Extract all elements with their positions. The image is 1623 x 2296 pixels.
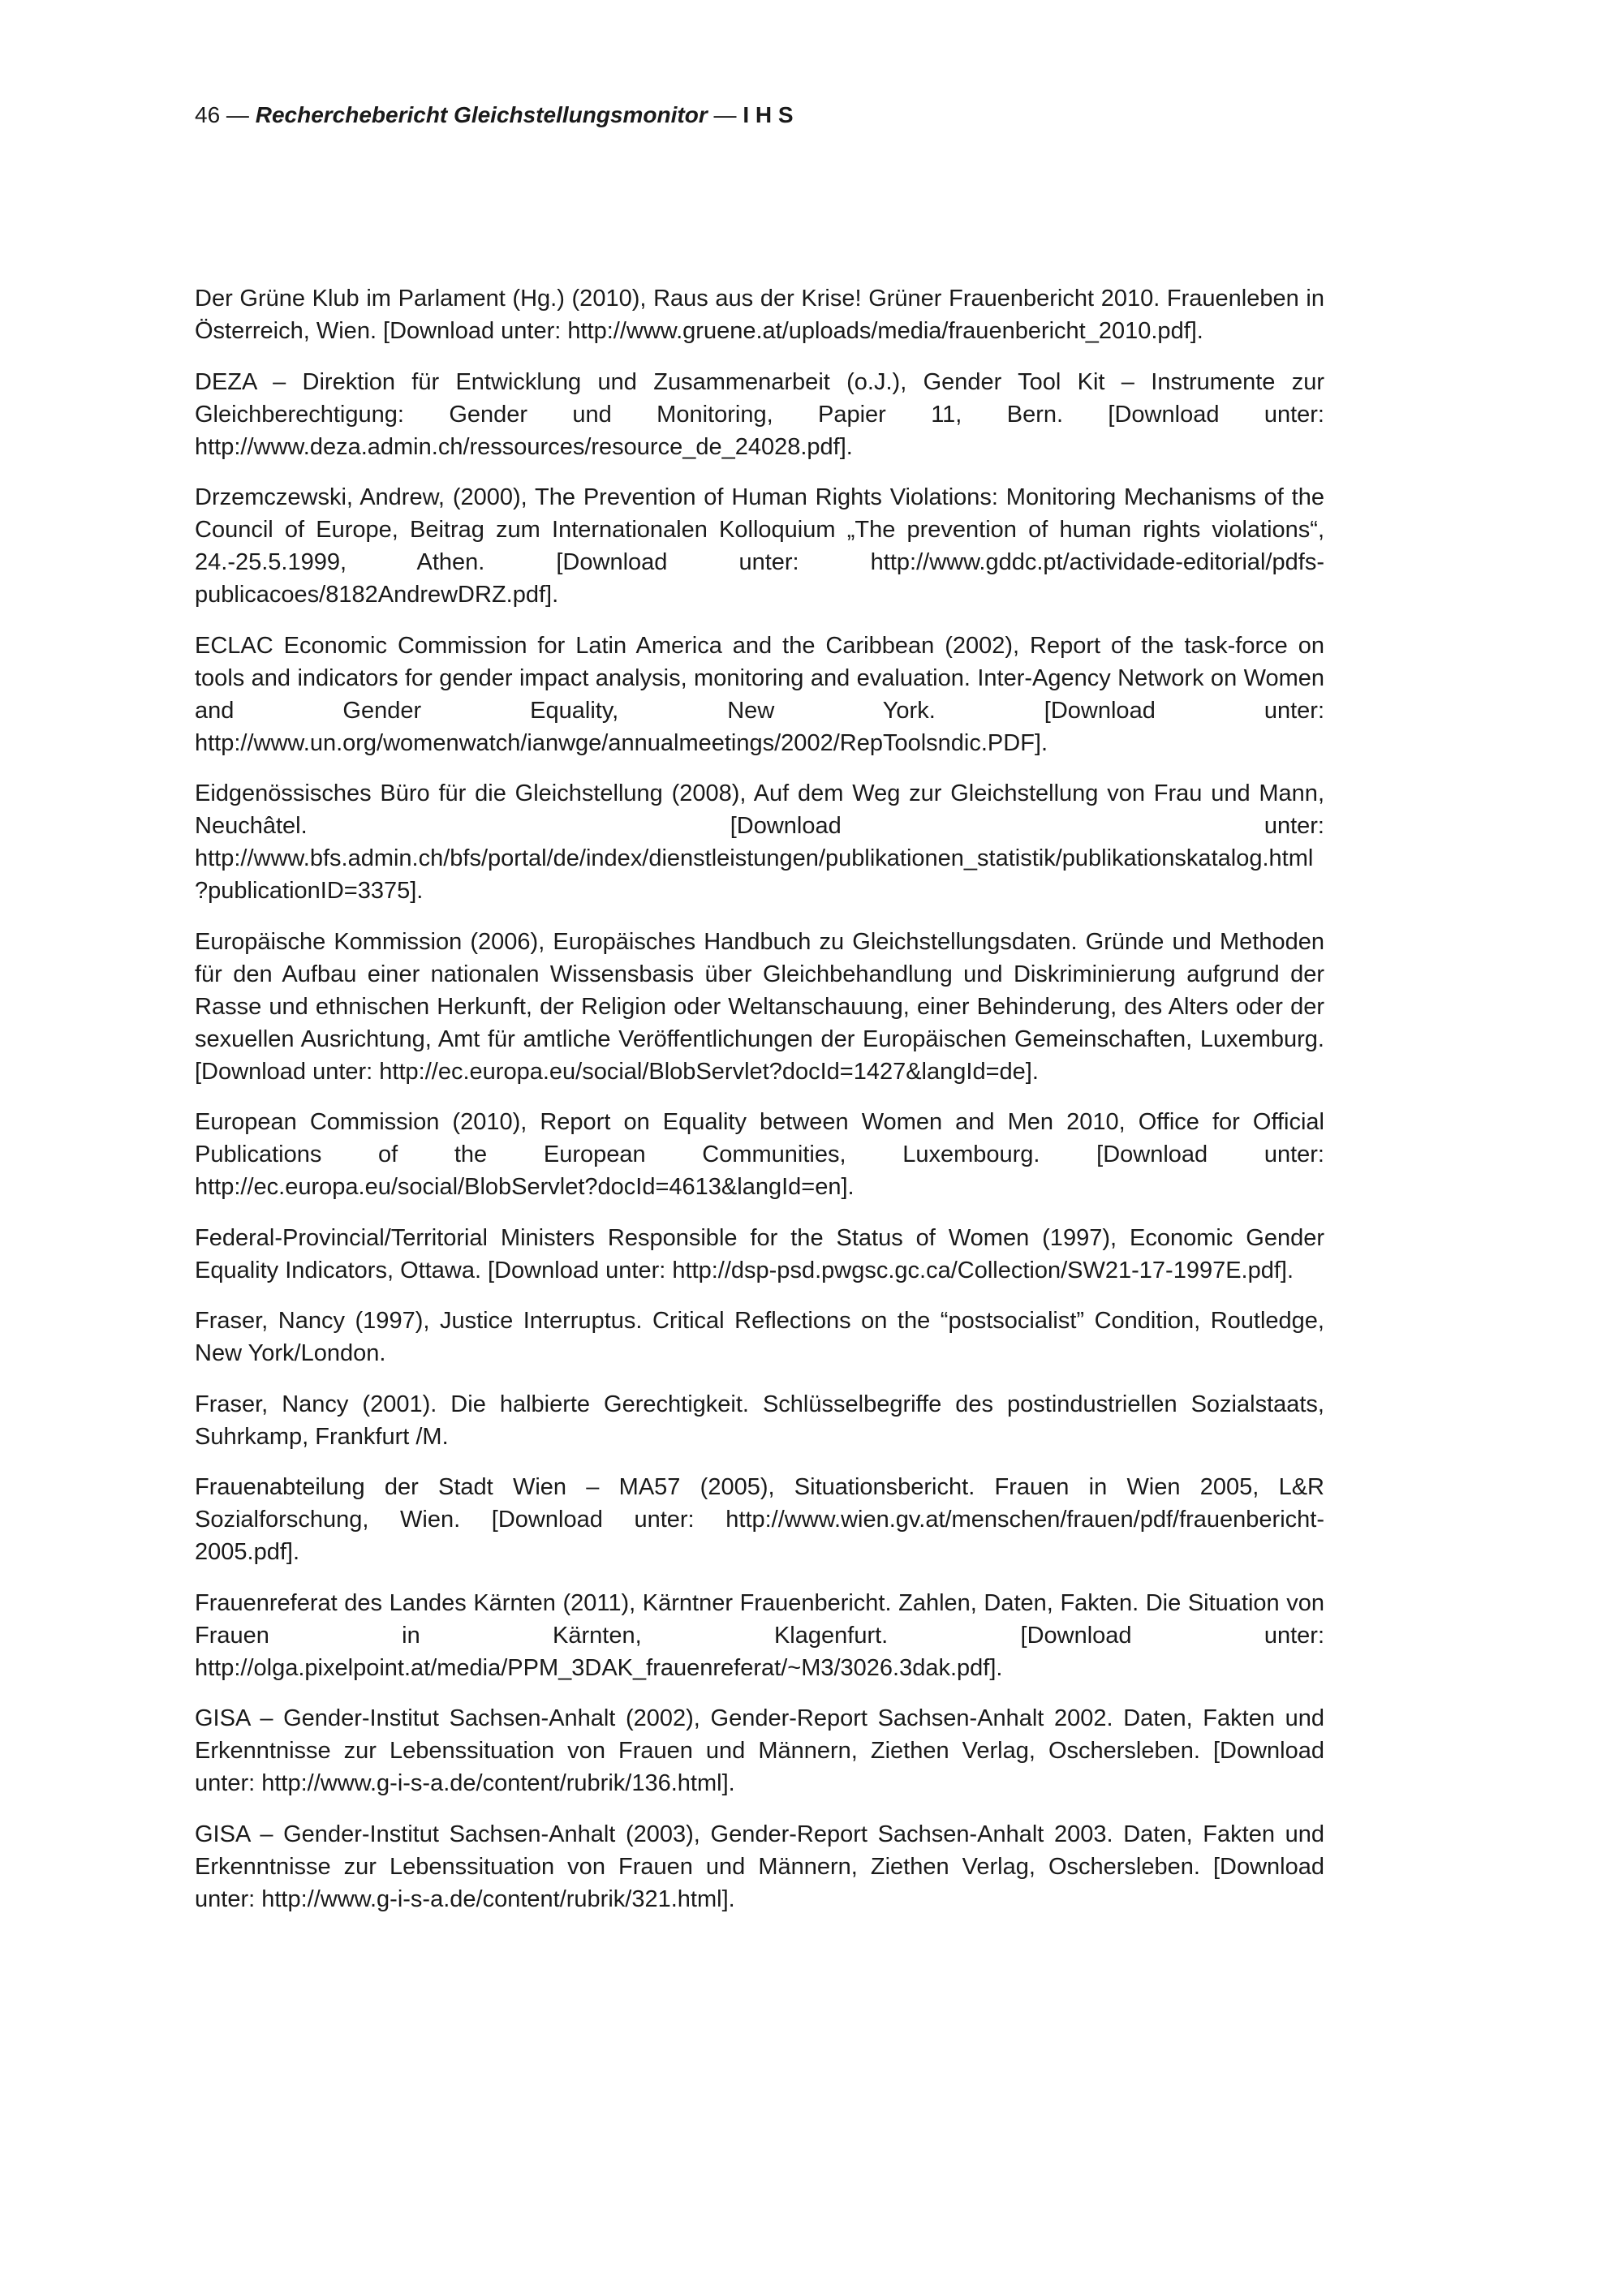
reference-entry: Eidgenössisches Büro für die Gleichstellung (2008), Auf dem Weg zur Gleichstellung von Frau und Mann, Neuchâtel. [Download unter: http://www.bfs.admin.ch/bfs/portal/de/index/dienstleistungen/publikationen_statistik/publikationskatalog.html?publicationID=3375]. (195, 780, 1324, 904)
reference-entry: Drzemczewski, Andrew, (2000), The Prevention of Human Rights Violations: Monitoring Mechanisms of the Council of Europe, Beitrag zum Internationalen Kolloquium „The prevention of human rights violations“, 24.-25.5.1999, Athen. [Download unter: http://www.gddc.pt/actividade-editorial/pdfs-publicacoes/8182AndrewDRZ.pdf]. (195, 484, 1324, 608)
document-title: Recherchebericht Gleichstellungsmonitor (255, 102, 708, 127)
reference-entry: Fraser, Nancy (2001). Die halbierte Gerechtigkeit. Schlüsselbegriffe des postindustriellen Sozialstaats, Suhrkamp, Frankfurt /M. (195, 1391, 1324, 1450)
reference-entry: Europäische Kommission (2006), Europäisches Handbuch zu Gleichstellungsdaten. Gründe und Methoden für den Aufbau einer nationalen Wissensbasis über Gleichbehandlung und Diskriminierung aufgrund der Rasse und ethnischen Herkunft, der Religion oder Weltanschauung, einer Behinderung, des Alters oder der sexuellen Ausrichtung, Amt für amtliche Veröffentlichungen der Europäischen Gemeinschaften, Luxemburg. [Download unter: http://ec.europa.eu/social/BlobServlet?docId=1427&langId=de]. (195, 928, 1324, 1085)
reference-entry: Fraser, Nancy (1997), Justice Interruptus. Critical Reflections on the “postsocialist” Condition, Routledge, New York/London. (195, 1308, 1324, 1366)
reference-entry: European Commission (2010), Report on Equality between Women and Men 2010, Office for Official Publications of the European Communities, Luxembourg. [Download unter: http://ec.europa.eu/social/BlobServlet?docId=4613&langId=en]. (195, 1109, 1324, 1200)
header-separator: — (220, 102, 256, 127)
page-number: 46 (195, 102, 221, 127)
reference-entry: GISA – Gender-Institut Sachsen-Anhalt (2002), Gender-Report Sachsen-Anhalt 2002. Daten, Fakten und Erkenntnisse zur Lebenssituation von Frauen und Männern, Ziethen Verlag, Oschersleben. [Download unter: http://www.g-i-s-a.de/content/rubrik/136.html]. (195, 1705, 1324, 1796)
reference-entry: Frauenreferat des Landes Kärnten (2011), Kärntner Frauenbericht. Zahlen, Daten, Fakten. Die Situation von Frauen in Kärnten, Klagenfurt. [Download unter: http://olga.pixelpoint.at/media/PPM_3DAK_frauenreferat/~M3/3026.3dak.pdf]. (195, 1589, 1324, 1681)
running-header (195, 101, 794, 130)
reference-list (195, 282, 1324, 1933)
reference-entry: Frauenabteilung der Stadt Wien – MA57 (2005), Situationsbericht. Frauen in Wien 2005, L&R Sozialforschung, Wien. [Download unter: http://www.wien.gv.at/menschen/frauen/pdf/frauenbericht-2005.pdf]. (195, 1474, 1324, 1565)
institution-name: I H S (743, 102, 794, 127)
reference-entry: GISA – Gender-Institut Sachsen-Anhalt (2003), Gender-Report Sachsen-Anhalt 2003. Daten, Fakten und Erkenntnisse zur Lebenssituation von Frauen und Männern, Ziethen Verlag, Oschersleben. [Download unter: http://www.g-i-s-a.de/content/rubrik/321.html]. (195, 1821, 1324, 1912)
reference-entry: Der Grüne Klub im Parlament (Hg.) (2010), Raus aus der Krise! Grüner Frauenbericht 2010. Frauenleben in Österreich, Wien. [Download unter: http://www.gruene.at/uploads/media/frauenbericht_2010.pdf]. (195, 286, 1324, 344)
reference-entry: Federal-Provincial/Territorial Ministers Responsible for the Status of Women (1997), Economic Gender Equality Indicators, Ottawa. [Download unter: http://dsp-psd.pwgsc.gc.ca/Collection/SW21-17-1997E.pdf]. (195, 1224, 1324, 1283)
header-separator-2: — (707, 102, 743, 127)
reference-entry: ECLAC Economic Commission for Latin America and the Caribbean (2002), Report of the task-force on tools and indicators for gender impact analysis, monitoring and evaluation. Inter-Agency Network on Women and Gender Equality, New York. [Download unter: http://www.un.org/womenwatch/ianwge/annualmeetings/2002/RepToolsndic.PDF]. (195, 632, 1324, 756)
reference-entry: DEZA – Direktion für Entwicklung und Zusammenarbeit (o.J.), Gender Tool Kit – Instrumente zur Gleichberechtigung: Gender und Monitoring, Papier 11, Bern. [Download unter: http://www.deza.admin.ch/ressources/resource_de_24028.pdf]. (195, 368, 1324, 460)
